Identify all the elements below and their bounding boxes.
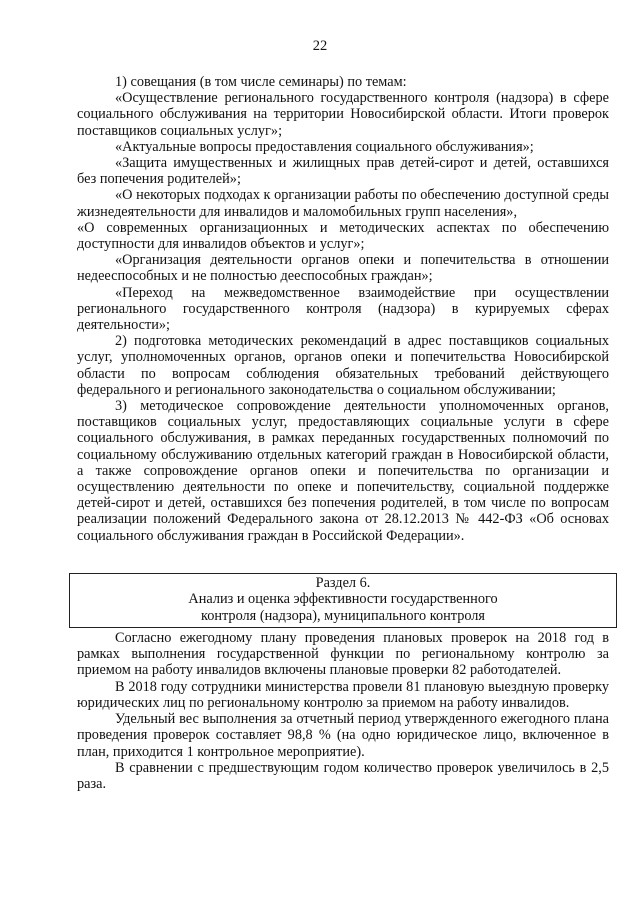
- paragraph: 2) подготовка методических рекомендаций в адрес поставщиков социальных услуг, уполномоченных органов, органов опеки и попечительства Новосибирской области по вопросам соблюдения обязательных требований действующего федерального и регионального законодательства о социальном обслуживании;: [77, 333, 609, 398]
- paragraph: «О некоторых подходах к организации работы по обеспечению доступной среды жизнедеятельности для инвалидов и маломобильных групп населения»,: [77, 187, 609, 220]
- document-body: [77, 74, 609, 793]
- paragraph: 1) совещания (в том числе семинары) по темам:: [115, 74, 407, 90]
- paragraph: В сравнении с предшествующим годом количество проверок увеличилось в 2,5 раза.: [77, 760, 609, 793]
- page-number: 22: [312, 38, 328, 54]
- paragraph: В 2018 году сотрудники министерства провели 81 плановую выездную проверку юридических лиц по региональному контролю за приемом на работу инвалидов.: [77, 678, 609, 711]
- section-heading-box: [69, 573, 617, 628]
- paragraph: «Осуществление регионального государственного контроля (надзора) в сфере социального обслуживания на территории Новосибирской области. Итоги проверок поставщиков социальных услуг»;: [77, 90, 609, 139]
- paragraph: «Актуальные вопросы предоставления социального обслуживания»;: [115, 138, 534, 155]
- paragraph: 3) методическое сопровождение деятельности уполномоченных органов, поставщиков социальных услуг, предоставляющих социальные услуги в сфере социального обслуживания, в рамках переданных государственных полномочий по социальному обслуживанию отдельных категорий граждан в Новосибирской области, а также сопровождение органов опеки и попечительства по организации и осуществлению деятельности по опеке и попечительству, социальной поддержке детей-сирот и детей, оставшихся без попечения родителей, в том числе по вопросам реализации положений Федерального закона от 28.12.2013 № 442-ФЗ «Об основах социального обслуживания граждан в Российской Федерации».: [77, 398, 609, 544]
- paragraph: Согласно ежегодному плану проведения плановых проверок на 2018 год в рамках выполнения государственной функции по региональному контролю за приемом на работу инвалидов включены плановые проверки 82 работодателей.: [77, 629, 609, 679]
- paragraph: «Защита имущественных и жилищных прав детей-сирот и детей, оставшихся без попечения родителей»;: [77, 155, 609, 188]
- section-label: Раздел 6.: [315, 574, 371, 591]
- paragraph: Удельный вес выполнения за отчетный период утвержденного ежегодного плана проведения проверок составляет 98,8 % (на одно юридическое лицо, включенное в план, приходится 1 контрольное мероприятие).: [77, 711, 609, 760]
- section-title-line-2: контроля (надзора), муниципального контроля: [200, 608, 486, 625]
- paragraph: «Организация деятельности органов опеки и попечительства в отношении недееспособных и не полностью дееспособных граждан»;: [77, 252, 609, 285]
- paragraph: «О современных организационных и методических аспектах по обеспечению доступности для инвалидов объектов и услуг»;: [77, 219, 609, 253]
- section-body: [77, 630, 609, 793]
- paragraph: «Переход на межведомственное взаимодействие при осуществлении регионального государственного контроля (надзора) в курируемых сферах деятельности»;: [77, 284, 609, 334]
- section-title-line-1: Анализ и оценка эффективности государственного: [188, 591, 498, 608]
